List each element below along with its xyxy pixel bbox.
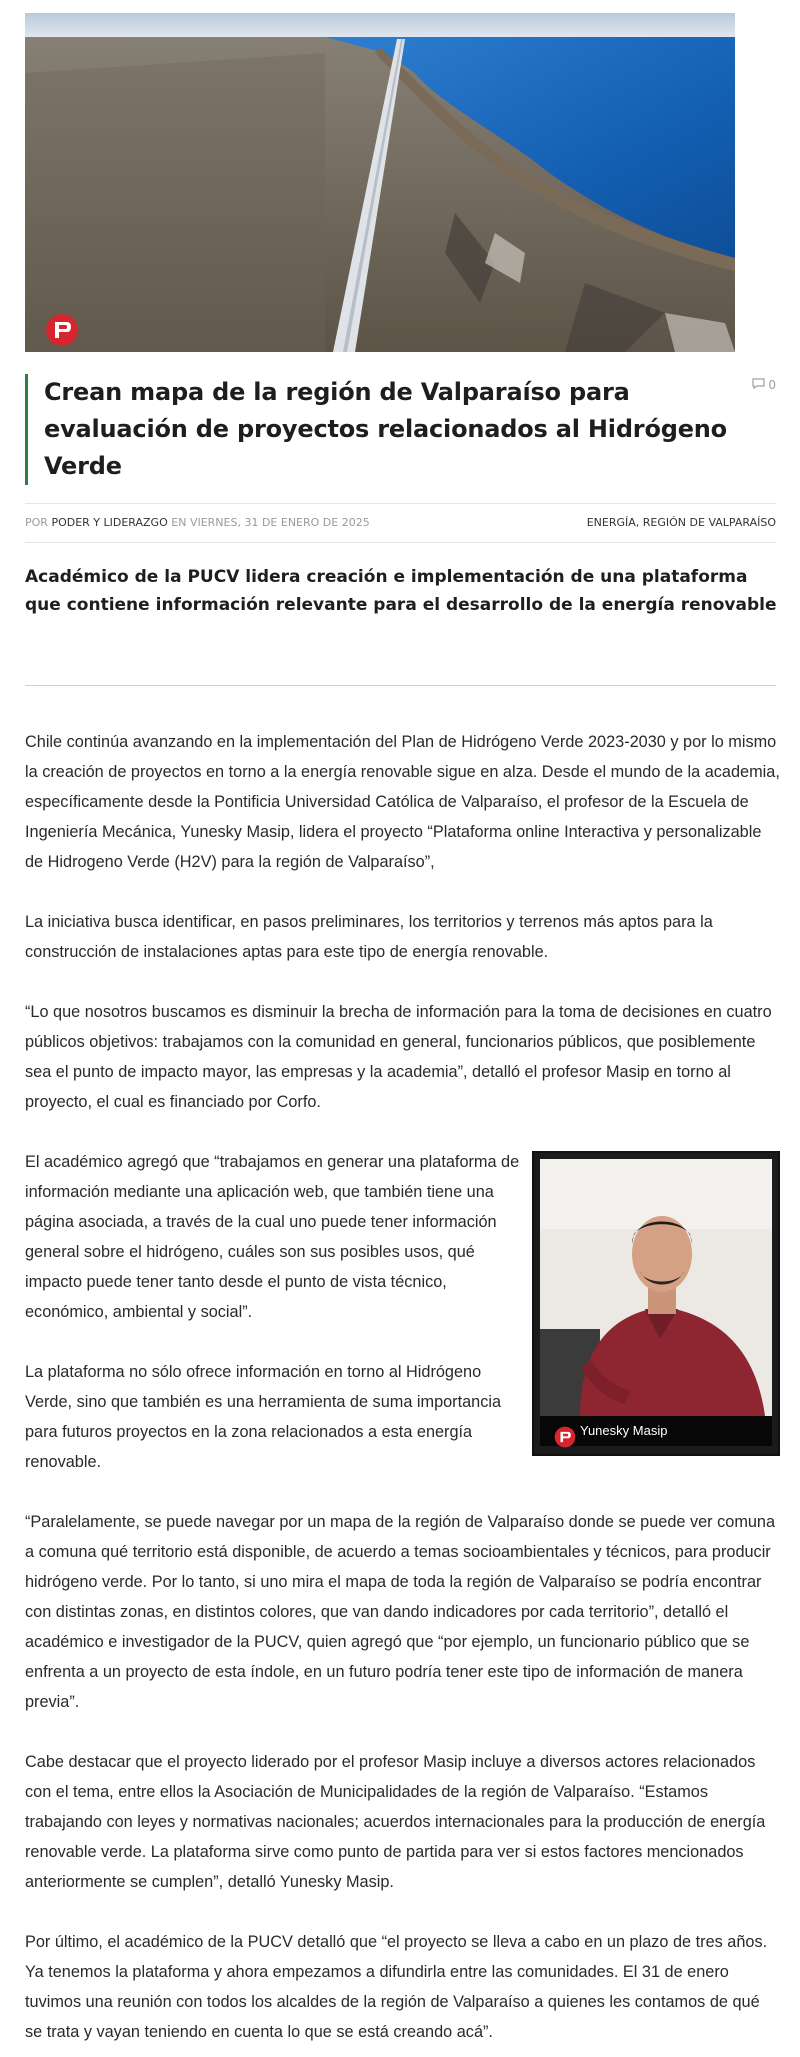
comment-icon [752, 378, 765, 392]
category-links[interactable]: ENERGÍA, REGIÓN DE VALPARAÍSO [586, 516, 776, 529]
paragraph: Chile continúa avanzando en la implementación del Plan de Hidrógeno Verde 2023-2030 y por lo mismo la creación de proyectos en torno a la energía renovable sigue en alza. Desde el mundo de la academia, específicamente desde la Pontificia Universidad Católica de Valparaíso, el profesor de la Escuela de Ingeniería Mecánica, Yunesky Masip, lidera el proyecto “Plataforma online Interactiva y personalizable de Hidrogeno Verde (H2V) para la región de Valparaíso”, [25, 733, 780, 871]
divider [25, 685, 776, 686]
paragraph: Cabe destacar que el proyecto liderado por el profesor Masip incluye a diversos actores relacionados con el tema, entre ellos la Asociación de Municipalidades de la región de Valparaíso. “Estamos trabajando con leyes y normativas nacionales; acuerdos internacionales para la producción de energía renovable verde. La plataforma sirve como punto de partida para ver si estos factores mencionados anteriormente se cumplen”, detalló Yunesky Masip. [25, 1753, 766, 1891]
by-label: POR [25, 516, 48, 529]
paragraph: El académico agregó que “trabajamos en generar una plataforma de información mediante una aplicación web, que también tiene una página asociada, a través de la cual uno puede tener información general sobre el hidrógeno, cuáles son sus posibles usos, qué impacto puede tener tanto desde el punto de vista técnico, económico, ambiental y social”. [25, 1153, 520, 1321]
paragraph: Por último, el académico de la PUCV detalló que “el proyecto se lleva a cabo en un plazo de tres años. Ya tenemos la plataforma y ahora empezamos a difundirla entre las comunidades. El 31 de enero tuvimos una reunión con todos los alcaldes de la región de Valparaíso a quienes les contamos de qué se trata y vayan teniendo en cuenta lo que se está creando acá”. [25, 1933, 768, 2041]
paragraph: La iniciativa busca identificar, en pasos preliminares, los territorios y terrenos más aptos para la construcción de instalaciones aptas para este tipo de energía renovable. [25, 913, 713, 961]
date-prefix: EN [171, 516, 187, 529]
paragraph: La plataforma no sólo ofrece información en torno al Hidrógeno Verde, sino que también es una herramienta de suma importancia para futuros proyectos en la zona relacionados a esta energía renovable. [25, 1363, 502, 1471]
paragraph: “Paralelamente, se puede navegar por un mapa de la región de Valparaíso donde se puede ver comuna a comuna qué territorio está disponible, de acuerdo a temas socioambientales y técnicos, para producir hidrógeno verde. Por lo tanto, si uno mira el mapa de toda la región de Valparaíso se podría encontrar con distintas zonas, en distintos colores, que van dando indicadores por cada territorio”, detalló el académico e investigador de la PUCV, quien agregó que “por ejemplo, un funcionario público que se enfrenta a un proyecto de esta índole, en un futuro podría tener este tipo de información de manera previa”. [25, 1513, 776, 1711]
photo-caption [540, 1416, 772, 1446]
paragraph: “Lo que nosotros buscamos es disminuir la brecha de información para la toma de decisiones en cuatro públicos objetivos: trabajamos con la comunidad en general, funcionarios públicos, que posiblemente sea el punto de impacto mayor, las empresas y la academia”, detalló el profesor Masip en torno al proyecto, el cual es financiado por Corfo. [25, 1003, 772, 1111]
profile-photo [532, 1151, 780, 1456]
article-meta [25, 503, 776, 543]
page-title: Crean mapa de la región de Valparaíso para evaluación de proyectos relacionados al Hidrógeno Verde [44, 378, 727, 480]
article-lead: Académico de la PUCV lidera creación e implementación de una plataforma que contiene información relevante para el desarrollo de la energía renovable [25, 567, 777, 615]
hero-image [25, 13, 735, 352]
author-link[interactable]: PODER Y LIDERAZGO [51, 516, 168, 529]
brand-logo-icon [45, 313, 79, 347]
comments-link[interactable] [752, 378, 776, 392]
article-title-block [25, 374, 764, 485]
comments-count: 0 [768, 378, 776, 392]
publish-date: VIERNES, 31 DE ENERO DE 2025 [189, 516, 370, 529]
caption-text: Yunesky Masip [580, 1423, 668, 1438]
